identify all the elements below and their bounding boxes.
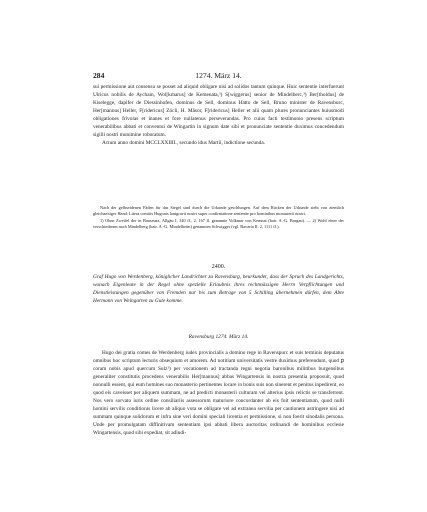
footnotes <box>93 205 344 230</box>
page-header <box>93 70 344 82</box>
charter-text <box>93 350 344 437</box>
charter-paragraph: Hugo dei gratia comes de Werdenberg iudex provincialis a domino rege in Ravenspurc et suis terminis deputatus omnibus hoc scriptum lecturis obsequium et amorem. Ad notitiam universitatis vestre duximus preferendum, quod ꝑ coram nobis apud quercum Sulz¹) per vocationem ad tractanda regni negotia baronibus militibus burgensibus generaliter constitutis procedens venerabilis Her[mannus] abbas Wingartensis in nostra presentia proposuit, quod nonnulli essent, qui eum homines suo monasterio pertinentes locare in bonis suis non sinerent et penitus inpedirent, eo quod eis caveisset per aliquem summam, ne ad predicti monasterii culturam vel alterius ipsis relictis se transferrent. Nos vero sorvato iuris ordine consiliariis assessorum maturiore concordanter ab eis fuit sententiatum, quod nulli homini servilis conditionis licere ab aliquo vota se obligare vel ad extranea servilia per cautionem astringere nisi ad summam quinque solidorum et infra sine veri domini speciali licentia et permissione, si non foerit sinodalis persona. Unde per promulgatam diffinitivam sententiam ipsi abbati libera auctoritas ordinandi de hominibus ecclesie Wingartensis, quod sibi expediat, sit adiudi- <box>93 350 344 436</box>
regest-text: Graf Hugo von Werdenberg, königlicher Landrichter zu Ravensburg, beurkundet, dass der Spruch des Landgerichts, wonach Eigenleute in der Regel ohne spezielle Erlaubnis ihres rechtmässigen Herrn Verpflichtungen und Dienstleistungen gegenüber von Fremden nur bis zum Betrage von 5 Schilling übernehmen dürfen, dem Abte Hermann von Weingarten zu Gute komme. <box>93 274 344 304</box>
page-number: 284 <box>93 71 105 80</box>
document-number: 2400. <box>211 264 226 270</box>
body-paragraph: sui permissione aut consensu se posset ad aliquid obligare nisi ad solidos tantum quinque. Huic sententie interfuerunt Ulricus nobilis de Aychain, Wol[kmarus] de Kemenata,³) S[wiggerus] senior de Mindelberc,³) Ber[tholdus] de Kiselegge, dapifer de Diessinhofen, dominus de Sell, dominus Hatto de Sell, Bruno minister de Ravensburc, Her[mannus] Heller, F[ridericus] Zöcli, H. Mâsor, F[ridericus] Heller et alii quam plures pronunciantes huiusmodi obligationes frivolas et inanes et fore nullatenus perseverandas. Pro cuius facti testimonio presens scriptum venerabilibus abbati et conventui de Wingartin in signum date sibi et pronunciate sententie duximus concedendum sigilli nostri munimine roboratum. <box>93 84 344 138</box>
footnote: 1) Ohne Zweifel der in Bauseuzz, Allgäu I, 340 fl., 2, 167 fl. genannte Volkmar von Kemnat (bair. A.-G. Burgau). — 2) Wohl einer der verschiedenen nach Mindelberg (bair. A.-G. Mindelheim) genannten Schwigger (vgl. Bavaria II. 2, 1111 ff.). <box>93 218 344 230</box>
body-paragraph: Actum anno domini MCCLXXIIII., secundo idus Martii, indictione secunda. <box>102 140 265 146</box>
charter-body-previous <box>93 83 344 147</box>
dateline: Ravensburg 1274. März 14. <box>188 334 249 340</box>
regest <box>93 274 344 306</box>
footnote: Nach der gelbseidenen Fäden für das Siegel sind durch die Urkunde geschlungen. Auf dem Rücken der Urkunde steht von ziemlich gleichzeitiger Hand: Litera comitis Hugonis lantgravii nostri super confirmatione sententie pro hominibus monasterii nostri. <box>93 205 344 217</box>
running-title: 1274. März 14. <box>195 71 242 80</box>
